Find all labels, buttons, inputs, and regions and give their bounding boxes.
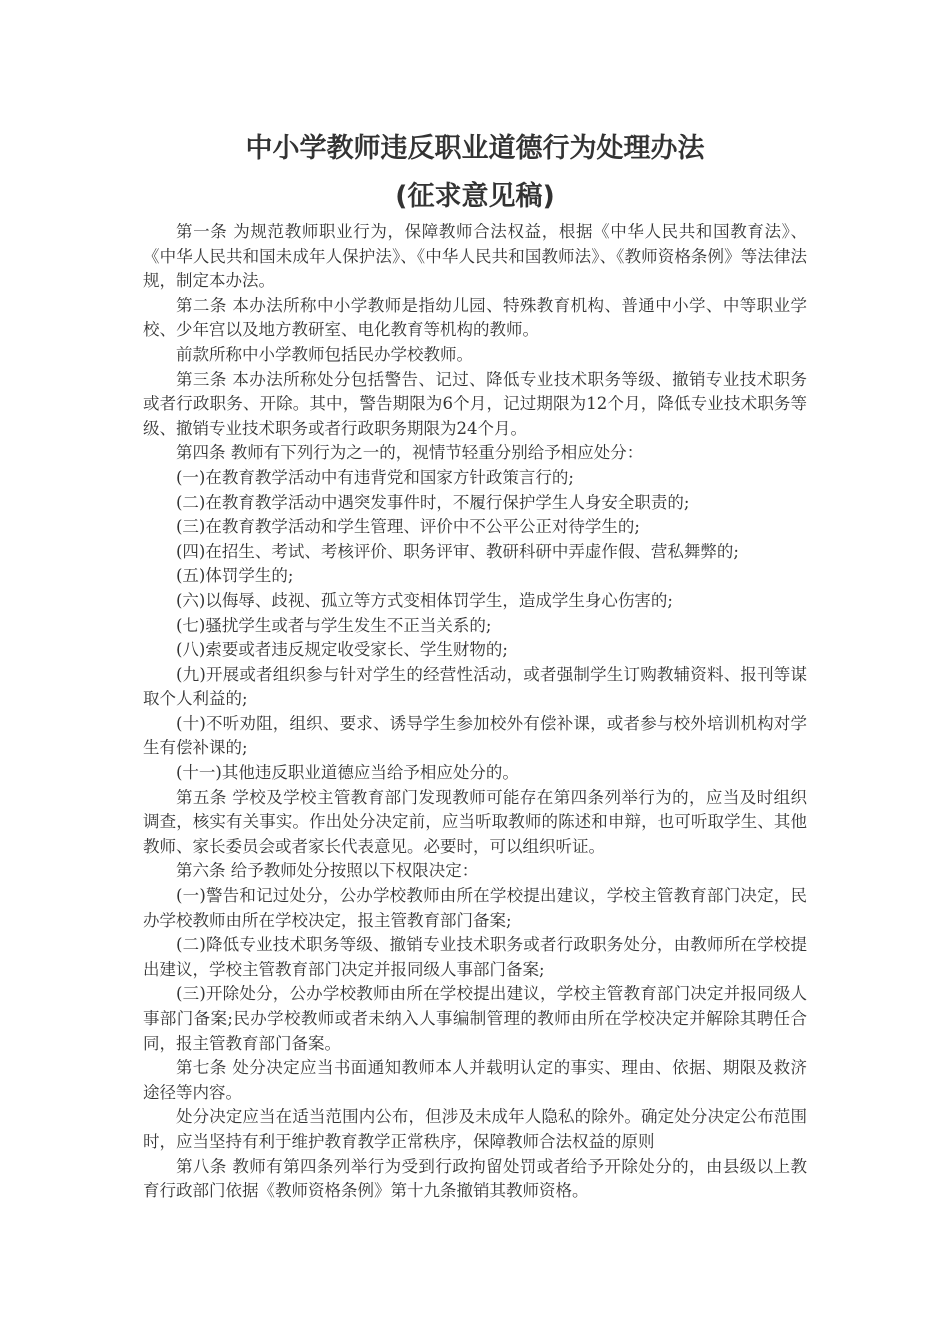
article-8: 第八条 教师有第四条列举行为受到行政拘留处罚或者给予开除处分的，由县级以上教育行政部门依据《教师资格条例》第十九条撤销其教师资格。 <box>143 1156 807 1201</box>
article-7-note: 处分决定应当在适当范围内公布，但涉及未成年人隐私的除外。确定处分决定公布范围时，应当坚持有利于维护教育教学正常秩序，保障教师合法权益的原则 <box>143 1107 807 1151</box>
list-item: (四)在招生、考试、考核评价、职务评审、教研科研中弄虚作假、营私舞弊的; <box>176 541 739 561</box>
list-item: (三)在教育教学活动和学生管理、评价中不公平公正对待学生的; <box>176 517 640 537</box>
list-item: (二)降低专业技术职务等级、撤销专业技术职务或者行政职务处分，由教师所在学校提出建议，学校主管教育部门决定并报同级人事部门备案; <box>143 935 807 979</box>
list-item: (九)开展或者组织参与针对学生的经营性活动，或者强制学生订购教辅资料、报刊等谋取个人利益的; <box>143 664 807 709</box>
list-item: (二)在教育教学活动中遇突发事件时，不履行保护学生人身安全职责的; <box>176 492 690 512</box>
list-item: (三)开除处分，公办学校教师由所在学校提出建议，学校主管教育部门决定并报同级人事部门备案;民办学校教师或者未纳入人事编制管理的教师由所在学校决定并解除其聘任合同，报主管教育部门备案。 <box>143 984 807 1053</box>
article-3: 第三条 本办法所称处分包括警告、记过、降低专业技术职务等级、撤销专业技术职务或者行政职务、开除。其中，警告期限为6个月，记过期限为12个月，降低专业技术职务等级、撤销专业技术职务或者行政职务期限为24个月。 <box>143 369 807 438</box>
list-item: (五)体罚学生的; <box>176 566 294 586</box>
article-1: 第一条 为规范教师职业行为，保障教师合法权益，根据《中华人民共和国教育法》、《中华人民共和国未成年人保护法》、《中华人民共和国教师法》、《教师资格条例》等法律法规，制定本办法。 <box>143 222 807 291</box>
article-4: 第四条 教师有下列行为之一的，视情节轻重分别给予相应处分： <box>176 443 644 463</box>
list-item: (一)在教育教学活动中有违背党和国家方针政策言行的; <box>176 467 574 487</box>
list-item: (十一)其他违反职业道德应当给予相应处分的。 <box>176 763 519 783</box>
document-subtitle: (征求意见稿) <box>395 181 555 212</box>
list-item: (七)骚扰学生或者与学生发生不正当关系的; <box>176 615 492 635</box>
article-2: 第二条 本办法所称中小学教师是指幼儿园、特殊教育机构、普通中小学、中等职业学校、少年宫以及地方教研室、电化教育等机构的教师。 <box>143 295 807 340</box>
article-5: 第五条 学校及学校主管教育部门发现教师可能存在第四条列举行为的，应当及时组织调查，核实有关事实。作出处分决定前，应当听取教师的陈述和申辩，也可听取学生、其他教师、家长委员会或者家长代表意见。必要时，可以组织听证。 <box>143 787 807 856</box>
list-item: (一)警告和记过处分，公办学校教师由所在学校提出建议，学校主管教育部门决定，民办学校教师由所在学校决定，报主管教育部门备案; <box>143 886 807 930</box>
article-7: 第七条 处分决定应当书面通知教师本人并载明认定的事实、理由、依据、期限及救济途径等内容。 <box>143 1058 807 1102</box>
list-item: (八)索要或者违反规定收受家长、学生财物的; <box>176 640 508 660</box>
document-body <box>143 220 807 1204</box>
article-2-note: 前款所称中小学教师包括民办学校教师。 <box>176 344 473 364</box>
article-6: 第六条 给予教师处分按照以下权限决定： <box>176 861 479 881</box>
document-title: 中小学教师违反职业道德行为处理办法 <box>245 133 705 164</box>
list-item: (六)以侮辱、歧视、孤立等方式变相体罚学生，造成学生身心伤害的; <box>176 590 673 610</box>
list-item: (十)不听劝阻，组织、要求、诱导学生参加校外有偿补课，或者参与校外培训机构对学生有偿补课的; <box>143 713 807 758</box>
